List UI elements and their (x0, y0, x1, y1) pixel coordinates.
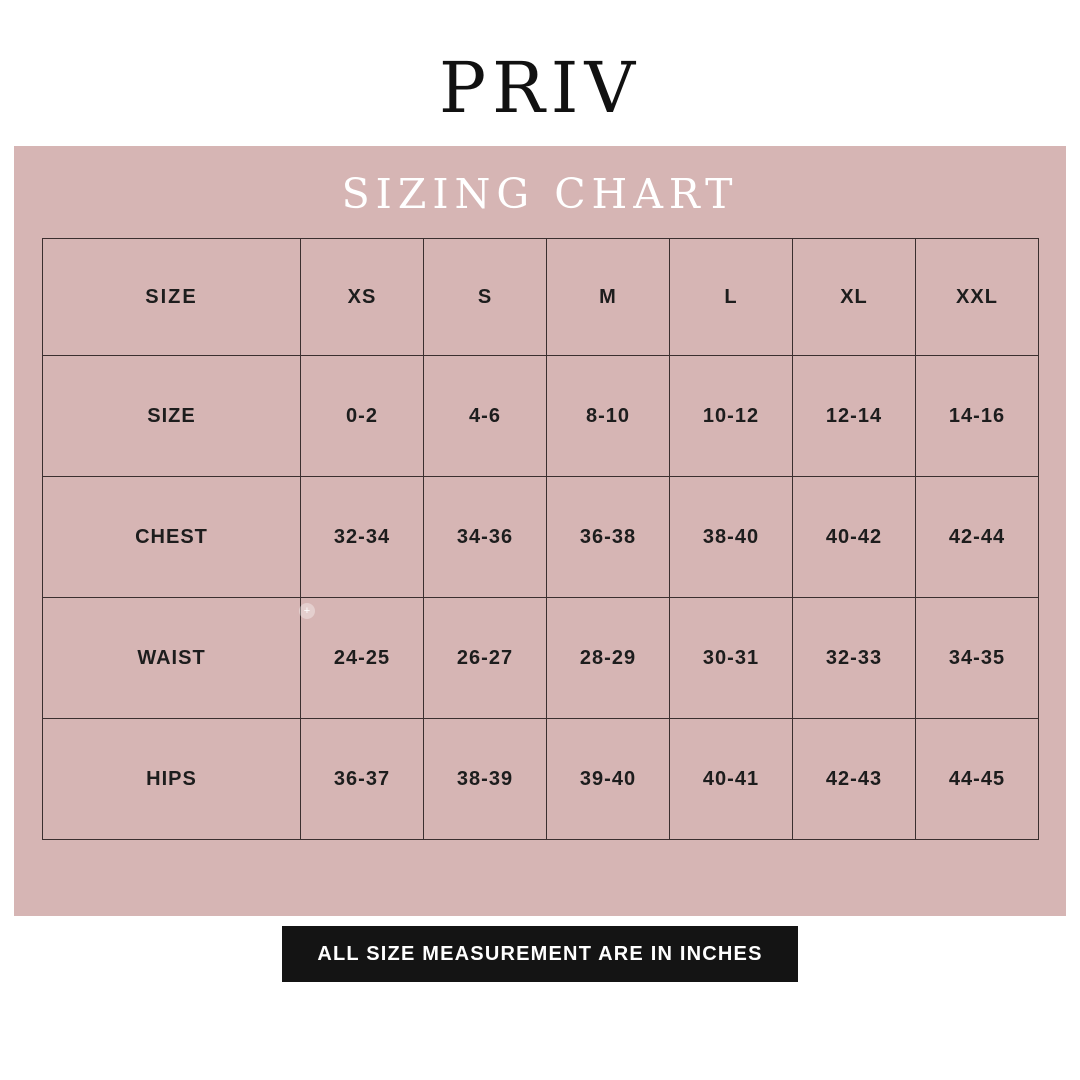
cell-hips-l: 40-41 (670, 719, 793, 840)
table-header-xl: XL (793, 239, 916, 356)
table-row (43, 477, 1039, 598)
cell-size-l: 10-12 (670, 356, 793, 477)
cell-size-xs: 0-2 (301, 356, 424, 477)
table-header-xxl: XXL (916, 239, 1039, 356)
cell-hips-m: 39-40 (547, 719, 670, 840)
brand-wordmark: PRIV (438, 47, 641, 129)
cell-waist-s: 26-27 (424, 598, 547, 719)
cell-chest-xxl: 42-44 (916, 477, 1039, 598)
table-row (43, 719, 1039, 840)
cell-hips-xxl: 44-45 (916, 719, 1039, 840)
table-header-xs: XS (301, 239, 424, 356)
plus-marker-icon: + (299, 603, 315, 619)
row-label-chest: CHEST (43, 477, 301, 598)
cell-chest-s: 34-36 (424, 477, 547, 598)
cell-waist-l: 30-31 (670, 598, 793, 719)
cell-waist-xs: 24-25 (301, 598, 424, 719)
cell-size-xl: 12-14 (793, 356, 916, 477)
cell-waist-xxl: 34-35 (916, 598, 1039, 719)
table-header-l: L (670, 239, 793, 356)
row-label-waist: WAIST (43, 598, 301, 719)
cell-hips-s: 38-39 (424, 719, 547, 840)
table-header-s: S (424, 239, 547, 356)
cell-hips-xs: 36-37 (301, 719, 424, 840)
table-row (43, 356, 1039, 477)
sizing-table-wrapper (42, 238, 1038, 840)
cell-size-s: 4-6 (424, 356, 547, 477)
cell-chest-xl: 40-42 (793, 477, 916, 598)
page-title: SIZING CHART (341, 170, 739, 218)
cell-chest-xs: 32-34 (301, 477, 424, 598)
measurement-note-banner: ALL SIZE MEASUREMENT ARE IN INCHES (282, 926, 798, 982)
cell-chest-l: 38-40 (670, 477, 793, 598)
sizing-chart-panel (14, 146, 1066, 916)
row-label-hips: HIPS (43, 719, 301, 840)
cell-waist-xl: 32-33 (793, 598, 916, 719)
cell-waist-m: 28-29 (547, 598, 670, 719)
cell-chest-m: 36-38 (547, 477, 670, 598)
cell-size-m: 8-10 (547, 356, 670, 477)
cell-hips-xl: 42-43 (793, 719, 916, 840)
table-row (43, 598, 1039, 719)
table-header-label: SIZE (43, 239, 301, 356)
row-label-size: SIZE (43, 356, 301, 477)
table-header-m: M (547, 239, 670, 356)
table-header-row (43, 239, 1039, 356)
cell-size-xxl: 14-16 (916, 356, 1039, 477)
sizing-table (42, 238, 1039, 840)
